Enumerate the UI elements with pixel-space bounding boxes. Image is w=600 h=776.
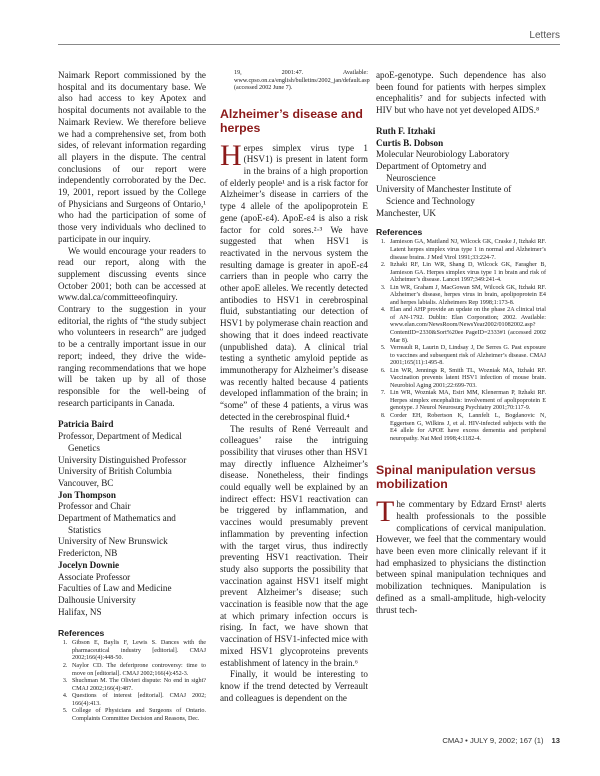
header-rule [58, 44, 560, 45]
affiliation-line: Manchester, UK [376, 207, 436, 218]
reference-item: 1. Jamieson GA, Maitland NJ, Wilcock GK, Craske J, Itzhaki RF. Latent herpes simplex virus type 1 in normal and Alzheimer’s disease brains. J Med Virol 1991;33:224-7. [387, 239, 546, 262]
page-number: 13 [551, 736, 560, 745]
signature-itzhaki [376, 126, 546, 220]
drop-cap: T [376, 495, 395, 529]
affiliation-line: Professor, Department of Medical [58, 431, 182, 442]
affiliation-line: University Distinguished Professor [58, 454, 187, 465]
page-footer [442, 736, 560, 745]
signer-name: Curtis B. Dobson [376, 137, 444, 148]
reference-continuation: 19, 2001:47. Available: www.cpso.on.ca/english/bulletins/2002_jan/default.asp (accessed 2002 June 7). [234, 70, 370, 92]
section-label: Letters [529, 30, 560, 41]
col2-paragraph-2: The results of René Verreault and colleagues’ raise the intriguing possibility that viruses other than HSV1 may directly influence Alzheimer’s disease. Nonetheless, their findings could equally well be explained by an indirect effect: HSV1 reactivation can be triggered by inflammation, and vaccines would presumably prevent inflammation by preventing infection with the target virus, thus indirectly preventing HSV1 reactivation. Their study also supports the possibility that vaccination against HSV1 itself might prevent Alzheimer’s disease; such vaccination is feasible now that the age at which primary infection occurs is rising. In fact, we have shown that vaccination of HSV1-infected mice with mixed HSV1 glycoproteins prevents establishment of latency in the brain.⁶ [220, 423, 368, 668]
reference-item: 4. Elan and AHP provide an update on the phase 2A clinical trial of AN-1792. Dublin: Elan Corporation; 2002. Available: www.elan.com/NewsRoom/NewsYear2002/01082002.asp?ContentID=2330&Sort%20ee PageID=2333#1 (accessed 2002 Mar 8). [387, 307, 546, 345]
references-list [376, 239, 546, 443]
col1-paragraph-1: Naimark Report commissioned by the hospital and its documentary base. We also had access to key Apotex and hospital documents not available to the Naimark Review. We therefore believe we had a comprehensive set, from both sides, of relevant information regarding all players in the dispute. The central conclusions of our report were independently corroborated by the Dec. 19, 2001, report issued by the College of Physicians and Surgeons of Ontario,¹ who had the participation of some of those very individuals who declined to participate in our inquiry. [58, 70, 206, 244]
col2-paragraph-3: Finally, it would be interesting to know if the trend detected by Verreault and colleagues is dependent on the [220, 669, 368, 703]
journal-citation: CMAJ • JULY 9, 2002; 167 (1) [442, 736, 544, 745]
reference-item: 1. Gibson E, Baylis F, Lewis S. Dances with the pharmaceutical industry [editorial]. CMAJ 2002;166(4):448-50. [69, 640, 206, 663]
signer-name: Ruth F. Itzhaki [376, 125, 436, 136]
affiliation-line: Faculties of Law and Medicine [58, 583, 172, 594]
references-heading: References [376, 227, 423, 238]
affiliation-line: University of British Columbia [58, 466, 172, 477]
affiliation-line: Science and Technology [386, 196, 475, 207]
affiliation-line: Department of Mathematics and [58, 513, 176, 524]
affiliation-line: Statistics [68, 524, 101, 535]
col2-paragraph-1-text: erpes simplex virus type 1 (HSV1) is present in latent form in the brains of a high proportion of elderly people¹ and is a risk factor for Alzheimer’s disease in carriers of the type 4 allele of the apolipoprotein E gene (apoE-ε4). ApoE-ε4 is also a risk factor for cold sores.²·³ We have suggested that when HSV1 is reactivated in the nervous system the resulting damage is greater in apoE-ε4 carriers than in people who carry the other apoE alleles. We recently detected antibodies to HSV1 in cerebrospinal fluid, substantiating our detection of HSV1 by polymerase chain reaction and showing that it does indeed reactivate (unpublished data). A clinical trial testing a synthetic amyloid peptide as immunotherapy for Alzheimer’s disease was recently halted because 4 patients developed inflammation of the brain; in “some” of these 4 patients, a virus was detected in the cerebrospinal fluid.⁴ [220, 142, 368, 422]
affiliation-line: Molecular Neurobiology Laboratory [376, 149, 510, 160]
affiliation-line: Genetics [68, 442, 100, 453]
signature-baird [58, 419, 206, 489]
affiliation-line: University of Manchester Institute of [376, 184, 512, 195]
affiliation-line: Professor and Chair [58, 501, 131, 512]
reference-item: 3. Lin WR, Graham J, MacGowan SM, Wilcock GK, Itzhaki RF. Alzheimer’s disease, herpes virus in brain, apolipoprotein E4 and herpes labialis. Alzheimers Rep 1998;1:173-8. [387, 285, 546, 308]
article-title-spinal: Spinal manipulation versus mobilization [376, 463, 536, 492]
signer-name: Patricia Baird [58, 419, 114, 430]
reference-item: 5. Verreault R, Laurin D, Lindsay J, De Serres G. Past exposure to vaccines and subsequent risk of Alzheimer’s disease. CMAJ 2001;165(11):1495-8. [387, 345, 546, 368]
column-3 [376, 70, 546, 616]
reference-item: 7. Lin WR, Wozniak MA, Esiri MM, Klenerman P, Itzhaki RF. Herpes simplex encephalitis: involvement of apolipoprotein E genotype. J Neurol Neurosurg Psychiatry 2001;70:117-9. [387, 390, 546, 413]
signature-thompson [58, 490, 206, 560]
affiliation-line: Fredericton, NB [58, 548, 118, 559]
affiliation-line: Neuroscience [386, 172, 436, 183]
column-1 [58, 70, 206, 723]
affiliation-line: University of New Brunswick [58, 536, 168, 547]
references-heading: References [58, 628, 105, 639]
col3-paragraph-2 [376, 495, 546, 616]
references-list [58, 640, 206, 723]
affiliation-line: Halifax, NS [58, 606, 102, 617]
reference-item: 2. Itzhaki RF, Lin WR, Shang D, Wilcock GK, Faragher B, Jamieson GA. Herpes simplex virus type 1 in brain and risk of Alzheimer’s disease. Lancet 1997;349:241-4. [387, 262, 546, 285]
column-2 [220, 70, 368, 704]
reference-item: 8. Corder EH, Robertson K, Lannfelt L, Bogdanovic N, Eggertsen G, Wilkins J, et al. HIV-infected subjects with the E4 allele for APOE have excess dementia and peripheral neuropathy. Nat Med 1998;4:1182-4. [387, 413, 546, 443]
col1-paragraph-2: We would encourage your readers to read our report, along with the supplement discussing events since October 2001; both can be accessed at www.dal.ca/committeeofinquiry. Contrary to the suggestion in your editorial, the rights of “the study subject who volunteers in research” are judged to be a centrally important issue in our report; indeed, they drive the wide-ranging recommendations that we hope will be taken up by all of those responsible for the well-being of research participants in Canada. [58, 245, 206, 408]
reference-item: 6. Lin WR, Jennings R, Smith TL, Wozniak MA, Itzhaki RF. Vaccination prevents latent HSV1 infection of mouse brain. Neurobiol Aging 2001;22:699-703. [387, 368, 546, 391]
signer-name: Jocelyn Downie [58, 559, 120, 570]
affiliation-line: Vancouver, BC [58, 477, 114, 488]
drop-cap: H [220, 138, 242, 172]
reference-item: 2. Naylor CD. The deferiprone controversy: time to move on [editorial]. CMAJ 2002;166(4):452-3. [69, 663, 206, 678]
signer-name: Jon Thompson [58, 489, 116, 500]
affiliation-line: Dalhousie University [58, 594, 136, 605]
reference-item: 3. Shuchman M. The Olivieri dispute: No end in sight? CMAJ 2002;166(4):487. [69, 678, 206, 693]
affiliation-line: Associate Professor [58, 571, 131, 582]
affiliation-line: Department of Optometry and [376, 160, 487, 171]
col3-paragraph-1: apoE-genotype. Such dependence has also been found for patients with herpes simplex encephalitis⁷ and for subjects infected with HIV but who have not yet developed AIDS.⁸ [376, 70, 546, 116]
signature-downie [58, 560, 206, 619]
col3-paragraph-2-text: he commentary by Edzard Ernst¹ alerts health professionals to the possible complications of cervical manipulation. However, we feel that the commentary would have been even more clinically relevant if it had emphasized to physicians the distinction between spinal manipulation techniques and mobilization techniques. Manipulation is defined as a small-amplitude, high-velocity thrust tech- [376, 499, 546, 615]
reference-item: 4. Questions of interest [editorial]. CMAJ 2002; 166(4):413. [69, 693, 206, 708]
article-title-alzheimers: Alzheimer’s disease and herpes [220, 106, 363, 135]
col2-paragraph-1 [220, 138, 368, 424]
reference-item: 5. College of Physicians and Surgeons of Ontario. Complaints Committee Decision and Reasons, Dec. [69, 708, 206, 723]
